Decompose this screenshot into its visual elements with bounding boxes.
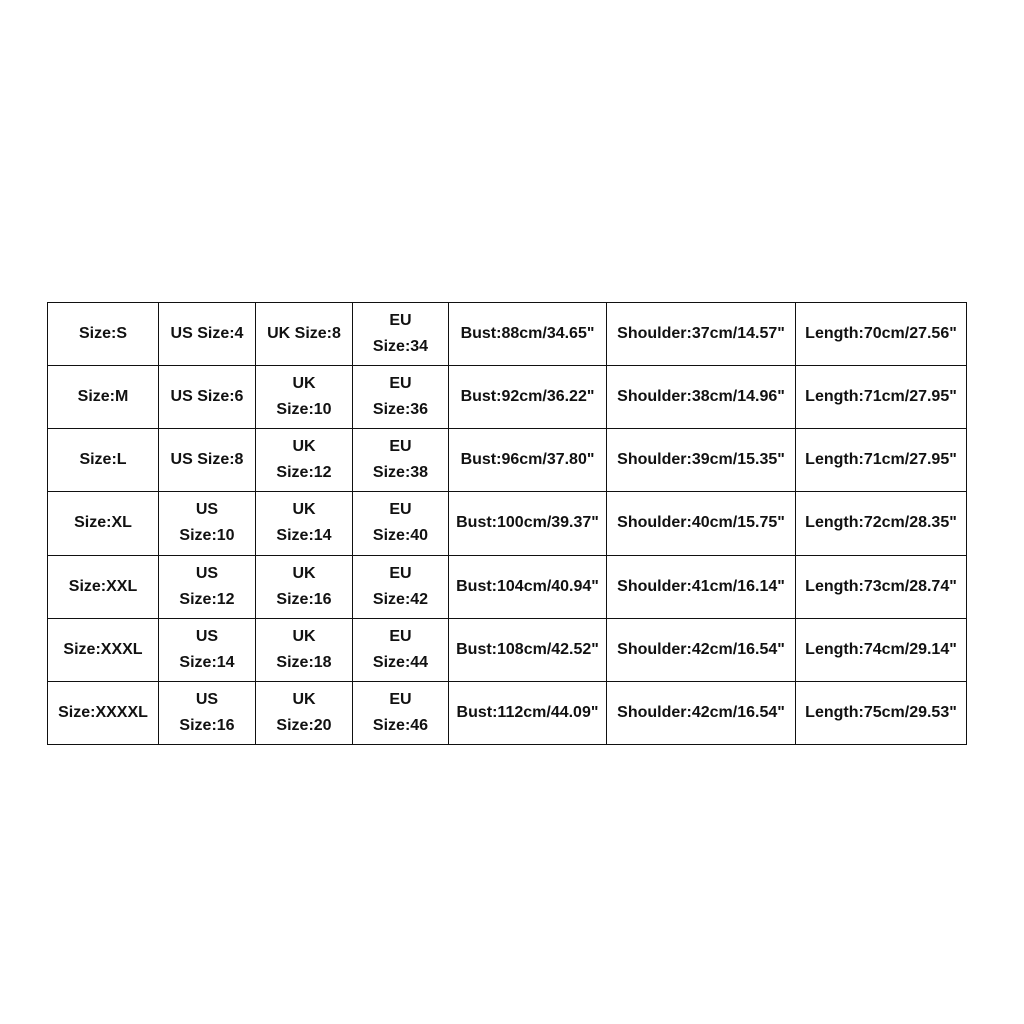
us-size-cell-line: Size:16 [179, 716, 235, 734]
eu-size-cell-line: EU [389, 627, 412, 645]
bust-cell-text: Bust:104cm/40.94" [456, 577, 599, 595]
eu-size-cell-line: EU [389, 564, 412, 582]
uk-size-cell-line: UK [292, 375, 316, 393]
shoulder-cell [607, 366, 796, 429]
uk-size-cell [256, 366, 353, 429]
uk-size-cell-line: Size:18 [276, 653, 332, 671]
length-cell-text: Length:72cm/28.35" [805, 514, 957, 532]
size-cell-text: Size:M [77, 388, 129, 406]
table-row [48, 618, 967, 681]
us-size-cell-line: US [195, 501, 219, 519]
length-cell-text: Length:73cm/28.74" [805, 577, 957, 595]
uk-size-cell [256, 492, 353, 555]
uk-size-cell-line: Size:20 [276, 716, 332, 734]
us-size-cell [159, 303, 256, 366]
bust-cell-text: Bust:92cm/36.22" [460, 388, 595, 406]
size-cell-text: Size:XXL [68, 577, 138, 595]
eu-size-cell-line: EU [389, 501, 412, 519]
size-cell-text: Size:XXXL [63, 640, 143, 658]
eu-size-cell [353, 492, 449, 555]
uk-size-cell [256, 303, 353, 366]
eu-size-cell-line: Size:40 [372, 527, 429, 545]
shoulder-cell-text: Shoulder:38cm/14.96" [617, 388, 785, 406]
length-cell [796, 618, 967, 681]
us-size-cell-line: US [195, 564, 219, 582]
length-cell-text: Length:71cm/27.95" [805, 451, 957, 469]
us-size-cell-line: US Size:4 [170, 325, 244, 343]
eu-size-cell-line: Size:44 [372, 653, 429, 671]
bust-cell-text: Bust:96cm/37.80" [460, 451, 595, 469]
bust-cell-text: Bust:108cm/42.52" [456, 640, 599, 658]
bust-cell [449, 492, 607, 555]
bust-cell [449, 618, 607, 681]
size-cell [48, 681, 159, 744]
bust-cell [449, 681, 607, 744]
eu-size-cell [353, 303, 449, 366]
bust-cell [449, 555, 607, 618]
eu-size-cell-line: Size:34 [372, 338, 429, 356]
shoulder-cell-text: Shoulder:42cm/16.54" [617, 640, 785, 658]
shoulder-cell [607, 681, 796, 744]
shoulder-cell-text: Shoulder:37cm/14.57" [617, 325, 785, 343]
uk-size-cell-line: UK [292, 690, 316, 708]
size-cell-text: Size:XL [74, 514, 132, 532]
shoulder-cell [607, 492, 796, 555]
eu-size-cell [353, 555, 449, 618]
bust-cell-text: Bust:88cm/34.65" [460, 325, 595, 343]
bust-cell-text: Bust:100cm/39.37" [456, 514, 599, 532]
eu-size-cell-line: EU [389, 375, 412, 393]
bust-cell [449, 303, 607, 366]
eu-size-cell-line: EU [389, 438, 412, 456]
eu-size-cell [353, 681, 449, 744]
us-size-cell [159, 681, 256, 744]
us-size-cell-line: Size:10 [179, 527, 235, 545]
us-size-cell [159, 555, 256, 618]
shoulder-cell-text: Shoulder:40cm/15.75" [617, 514, 785, 532]
length-cell [796, 366, 967, 429]
length-cell [796, 555, 967, 618]
eu-size-cell-line: Size:38 [372, 464, 429, 482]
bust-cell-text: Bust:112cm/44.09" [456, 703, 599, 721]
uk-size-cell-line: Size:14 [276, 527, 332, 545]
us-size-cell-line: Size:14 [179, 653, 235, 671]
uk-size-cell [256, 429, 353, 492]
size-cell [48, 366, 159, 429]
eu-size-cell-line: EU [389, 312, 412, 330]
shoulder-cell-text: Shoulder:39cm/15.35" [617, 451, 785, 469]
us-size-cell-line: US Size:6 [170, 388, 244, 406]
table-row [48, 681, 967, 744]
shoulder-cell [607, 429, 796, 492]
bust-cell [449, 429, 607, 492]
size-cell [48, 492, 159, 555]
shoulder-cell [607, 303, 796, 366]
length-cell [796, 681, 967, 744]
uk-size-cell-line: UK [292, 564, 316, 582]
uk-size-cell [256, 555, 353, 618]
size-cell [48, 303, 159, 366]
eu-size-cell [353, 618, 449, 681]
length-cell [796, 303, 967, 366]
table-row [48, 366, 967, 429]
uk-size-cell-line: UK Size:8 [267, 325, 341, 343]
eu-size-cell [353, 429, 449, 492]
us-size-cell-line: US [195, 627, 219, 645]
shoulder-cell-text: Shoulder:41cm/16.14" [617, 577, 785, 595]
length-cell-text: Length:71cm/27.95" [805, 388, 957, 406]
us-size-cell-line: Size:12 [179, 590, 235, 608]
uk-size-cell [256, 618, 353, 681]
length-cell [796, 429, 967, 492]
us-size-cell [159, 366, 256, 429]
length-cell-text: Length:70cm/27.56" [805, 325, 957, 343]
table-row [48, 303, 967, 366]
size-cell [48, 618, 159, 681]
eu-size-cell-line: Size:46 [372, 716, 429, 734]
us-size-cell [159, 618, 256, 681]
uk-size-cell [256, 681, 353, 744]
uk-size-cell-line: Size:10 [276, 401, 332, 419]
us-size-cell [159, 429, 256, 492]
table-row [48, 492, 967, 555]
length-cell-text: Length:74cm/29.14" [805, 640, 957, 658]
size-cell-text: Size:L [79, 451, 127, 469]
length-cell [796, 492, 967, 555]
us-size-cell [159, 492, 256, 555]
size-chart-body [48, 303, 967, 745]
eu-size-cell [353, 366, 449, 429]
uk-size-cell-line: UK [292, 438, 316, 456]
size-cell-text: Size:XXXXL [58, 703, 148, 721]
eu-size-cell-line: Size:42 [372, 590, 429, 608]
uk-size-cell-line: Size:16 [276, 590, 332, 608]
us-size-cell-line: US Size:8 [170, 451, 244, 469]
uk-size-cell-line: UK [292, 501, 316, 519]
us-size-cell-line: US [195, 690, 219, 708]
size-chart-table [47, 302, 967, 745]
uk-size-cell-line: UK [292, 627, 316, 645]
size-cell [48, 555, 159, 618]
size-cell [48, 429, 159, 492]
eu-size-cell-line: Size:36 [372, 401, 429, 419]
length-cell-text: Length:75cm/29.53" [805, 703, 957, 721]
table-row [48, 429, 967, 492]
eu-size-cell-line: EU [389, 690, 412, 708]
uk-size-cell-line: Size:12 [276, 464, 332, 482]
size-cell-text: Size:S [78, 325, 127, 343]
shoulder-cell [607, 555, 796, 618]
bust-cell [449, 366, 607, 429]
table-row [48, 555, 967, 618]
shoulder-cell-text: Shoulder:42cm/16.54" [617, 703, 785, 721]
shoulder-cell [607, 618, 796, 681]
